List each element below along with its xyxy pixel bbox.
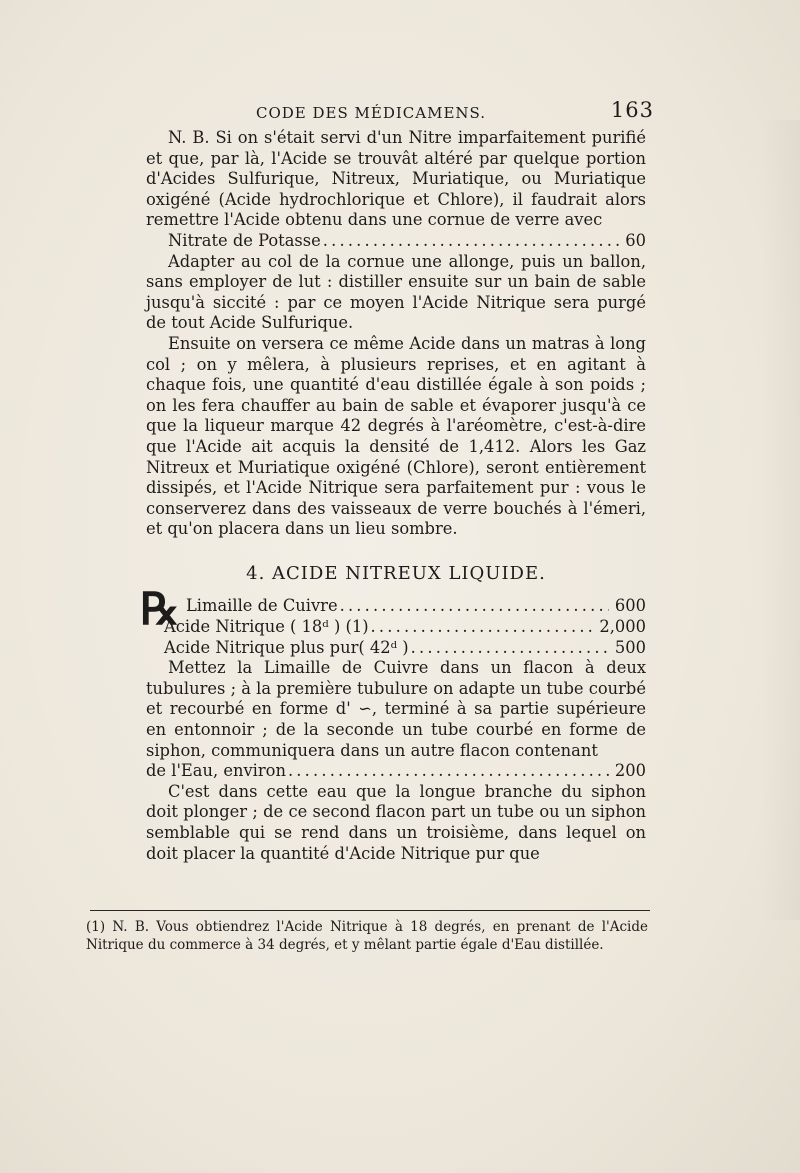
ingredient-label: Nitrate de Potasse [168,230,321,250]
paragraph-siphon: C'est dans cette eau que la longue branche du siphon doit plonger ; de ce second flacon part un tube ou un siphon semblable qui se rend dans un troisième, dans lequel on doit placer la quantité d'Acide Nitrique pur que [146,781,646,863]
leader-dots [323,231,620,252]
running-title: CODE DES MÉDICAMENS. [256,104,487,122]
footnote [86,918,648,954]
ingredient-qty: 60 [625,230,646,250]
ingredient-acide-42 [164,638,646,659]
leader-dots [340,596,609,617]
page-edge-shadow [760,120,800,920]
ingredient-eau [146,761,646,782]
ingredient-label: Acide Nitrique plus pur( 42ᵈ ) [164,637,409,657]
paragraph-nb: N. B. Si on s'était servi d'un Nitre imparfaitement purifié et que, par là, l'Acide se trouvât altéré par quelque portion d'Acides Sulfurique, Nitreux, Muriatique, ou Muriatique oxigéné (Acide hydrochlorique et Chlore), il faudrait alors remettre l'Acide obtenu dans une cornue de verre avec [146,128,646,230]
paragraph-method: Mettez la Limaille de Cuivre dans un flacon à deux tubulures ; à la première tubulure on adapte un tube courbé et recourbé en forme d' ∽, terminé à sa partie supérieure en entonnoir ; de la seconde un tube courbé en forme de siphon, communiquera dans un autre flacon contenant [146,658,646,760]
ingredient-qty: 500 [614,637,646,657]
ingredient-qty: 600 [614,596,646,616]
leader-dots [411,638,609,659]
recipe-block [140,584,646,658]
ingredient-label: de l'Eau, environ [146,761,286,781]
ingredient-label: Limaille de Cuivre [186,596,338,616]
paragraph-purify: Ensuite on versera ce même Acide dans un matras à long col ; on y mêlera, à plusieurs reprises, et en agitant à chaque fois, une quantité d'eau distillée égale à son poids ; on les fera chauffer au bain de sable et évaporer jusqu'à ce que la liqueur marque 42 degrés à l'aréomètre, c'est-à-dire que l'Acide ait acquis la densité de 1,412. Alors les Gaz Nitreux et Muriatique oxigéné (Chlore), seront entièrement dissipés, et l'Acide Nitrique sera parfaitement pur : vous le conserverez dans des vaisseaux de verre bouchés à l'émeri, et qu'on placera dans un lieu sombre. [146,333,646,539]
ingredient-qty: 2,000 [599,617,646,637]
page-number: 163 [610,98,654,122]
recipe-symbol: ℞ [140,584,180,636]
ingredient-limaille [164,596,646,617]
leader-dots [371,617,594,638]
section-title: 4. ACIDE NITREUX LIQUIDE. [246,562,546,584]
footnote-rule [90,910,650,911]
ingredient-acide-18 [164,617,646,638]
leader-dots [288,761,609,782]
footnote-text: (1) N. B. Vous obtiendrez l'Acide Nitrique à 18 degrés, en prenant de l'Acide Nitrique du commerce à 34 degrés, et y mêlant partie égale d'Eau distillée. [86,919,648,953]
ingredient-nitrate [146,231,646,252]
ingredient-qty: 200 [614,761,646,781]
paragraph-distill: Adapter au col de la cornue une allonge, puis un ballon, sans employer de lut : distiller ensuite sur un bain de sable jusqu'à siccité : par ce moyen l'Acide Nitrique sera purgé de tout Acide Sulfurique. [146,251,646,333]
page-body [140,128,646,864]
ingredient-label: Acide Nitrique ( 18ᵈ ) (1) [164,617,369,637]
